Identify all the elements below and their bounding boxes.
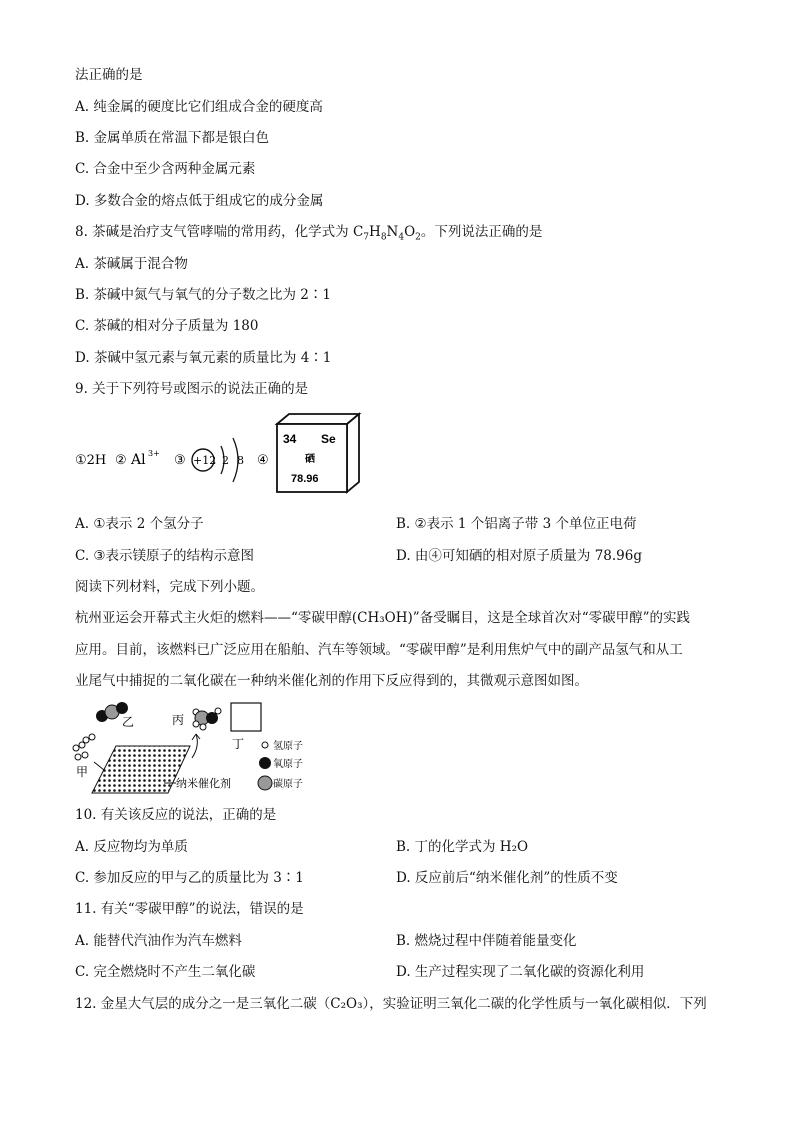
q9-stem: 9. 关于下列符号或图示的说法正确的是 [75, 381, 309, 397]
q7-stem-tail: 法正确的是 [75, 67, 143, 83]
q11-option-c: C. 完全燃烧时不产生二氧化碳 [75, 964, 256, 980]
q8-option-c: C. 茶碱的相对分子质量为 180 [75, 318, 259, 334]
q9-item2: ② [115, 453, 127, 468]
nucleus-charge: +12 [193, 454, 217, 467]
q9-option-b: B. ②表示 1 个铝离子带 3 个单位正电荷 [396, 516, 637, 532]
q10-option-a: A. 反应物均为单质 [75, 839, 188, 855]
q10-option-c: C. 参加反应的甲与乙的质量比为 3∶1 [75, 870, 304, 886]
q8-option-a: A. 茶碱属于混合物 [75, 256, 188, 272]
passage-line-2: 应用。目前，该燃料已广泛应用在船舶、汽车等领域。“零碳甲醇”是利用焦炉气中的副产品氢气和从工 [75, 642, 683, 658]
q7-option-d: D. 多数合金的熔点低于组成它的成分金属 [75, 193, 324, 209]
element-name: 硒 [305, 454, 315, 465]
label-jia: 甲 [76, 765, 89, 779]
q9-al-symbol: Al [131, 452, 146, 468]
reaction-diagram [72, 698, 342, 798]
q8-stem: 8. 茶碱是治疗支气管哮喘的常用药，化学式为 $C_7H_8N_4O_2$。下列说法正确的是 [75, 224, 543, 243]
q11-stem: 11. 有关“零碳甲醇”的说法，错误的是 [75, 901, 304, 917]
label-bing: 丙 [172, 713, 185, 727]
q8-option-b: B. 茶碱中氮气与氧气的分子数之比为 2∶1 [75, 287, 331, 303]
q9-item1: ①2H [75, 453, 107, 468]
q7-option-c: C. 合金中至少含两种金属元素 [75, 161, 256, 177]
legend-carbon: 碳原子 [273, 779, 303, 790]
molecule-bing [193, 708, 221, 730]
q12-stem: 12. 金星大气层的成分之一是三氧化二碳（C₂O₃），实验证明三氧化二碳的化学性质与一氧化碳相似．下列 [75, 996, 707, 1012]
q9-figure [75, 410, 375, 500]
label-catalyst: 纳米催化剂 [176, 777, 231, 790]
q9-option-a: A. ①表示 2 个氢分子 [75, 516, 204, 532]
q9-al-charge: 3+ [148, 449, 160, 458]
q10-stem: 10. 有关该反应的说法，正确的是 [75, 807, 277, 823]
passage-line-3: 业尾气中捕捉的二氧化碳在一种纳米催化剂的作用下反应得到的，其微观示意图如图。 [75, 673, 588, 689]
molecules-jia [73, 734, 95, 760]
atomic-number: 34 [283, 432, 297, 446]
passage-intro: 阅读下列材料，完成下列小题。 [75, 579, 264, 595]
shell2-electrons: 8 [237, 454, 244, 467]
q9-item3: ③ [174, 453, 186, 468]
q7-option-a: A. 纯金属的硬度比它们组成合金的硬度高 [75, 99, 323, 115]
element-cube [277, 414, 359, 492]
passage-line-1: 杭州亚运会开幕式主火炬的燃料——“零碳甲醇(CH₃OH)”备受瞩目，这是全球首次对“零碳甲醇”的实践 [75, 610, 690, 626]
q9-option-c: C. ③表示镁原子的结构示意图 [75, 548, 255, 564]
legend-oxygen: 氧原子 [273, 759, 303, 770]
q11-option-d: D. 生产过程实现了二氧化碳的资源化利用 [396, 964, 645, 980]
q10-option-d: D. 反应前后“纳米催化剂”的性质不变 [396, 870, 618, 886]
legend-hydrogen: 氢原子 [273, 741, 303, 752]
q9-option-d: D. 由④可知硒的相对原子质量为 78.96g [396, 548, 643, 564]
atomic-mass: 78.96 [291, 473, 319, 485]
shell1-electrons: 2 [222, 454, 229, 467]
q11-option-a: A. 能替代汽油作为汽车燃料 [75, 933, 242, 949]
atom-structure-diagram [192, 438, 244, 482]
label-yi: 乙 [122, 715, 135, 729]
atom-legend [258, 739, 303, 790]
label-ding: 丁 [232, 737, 245, 751]
q7-option-b: B. 金属单质在常温下都是银白色 [75, 130, 270, 146]
q8-option-d: D. 茶碱中氢元素与氧元素的质量比为 4∶1 [75, 350, 332, 366]
q11-option-b: B. 燃烧过程中伴随着能量变化 [396, 933, 577, 949]
box-ding [231, 703, 261, 731]
q10-option-b: B. 丁的化学式为 H₂O [396, 839, 529, 855]
q9-item4: ④ [257, 453, 269, 468]
element-symbol: Se [321, 432, 336, 446]
